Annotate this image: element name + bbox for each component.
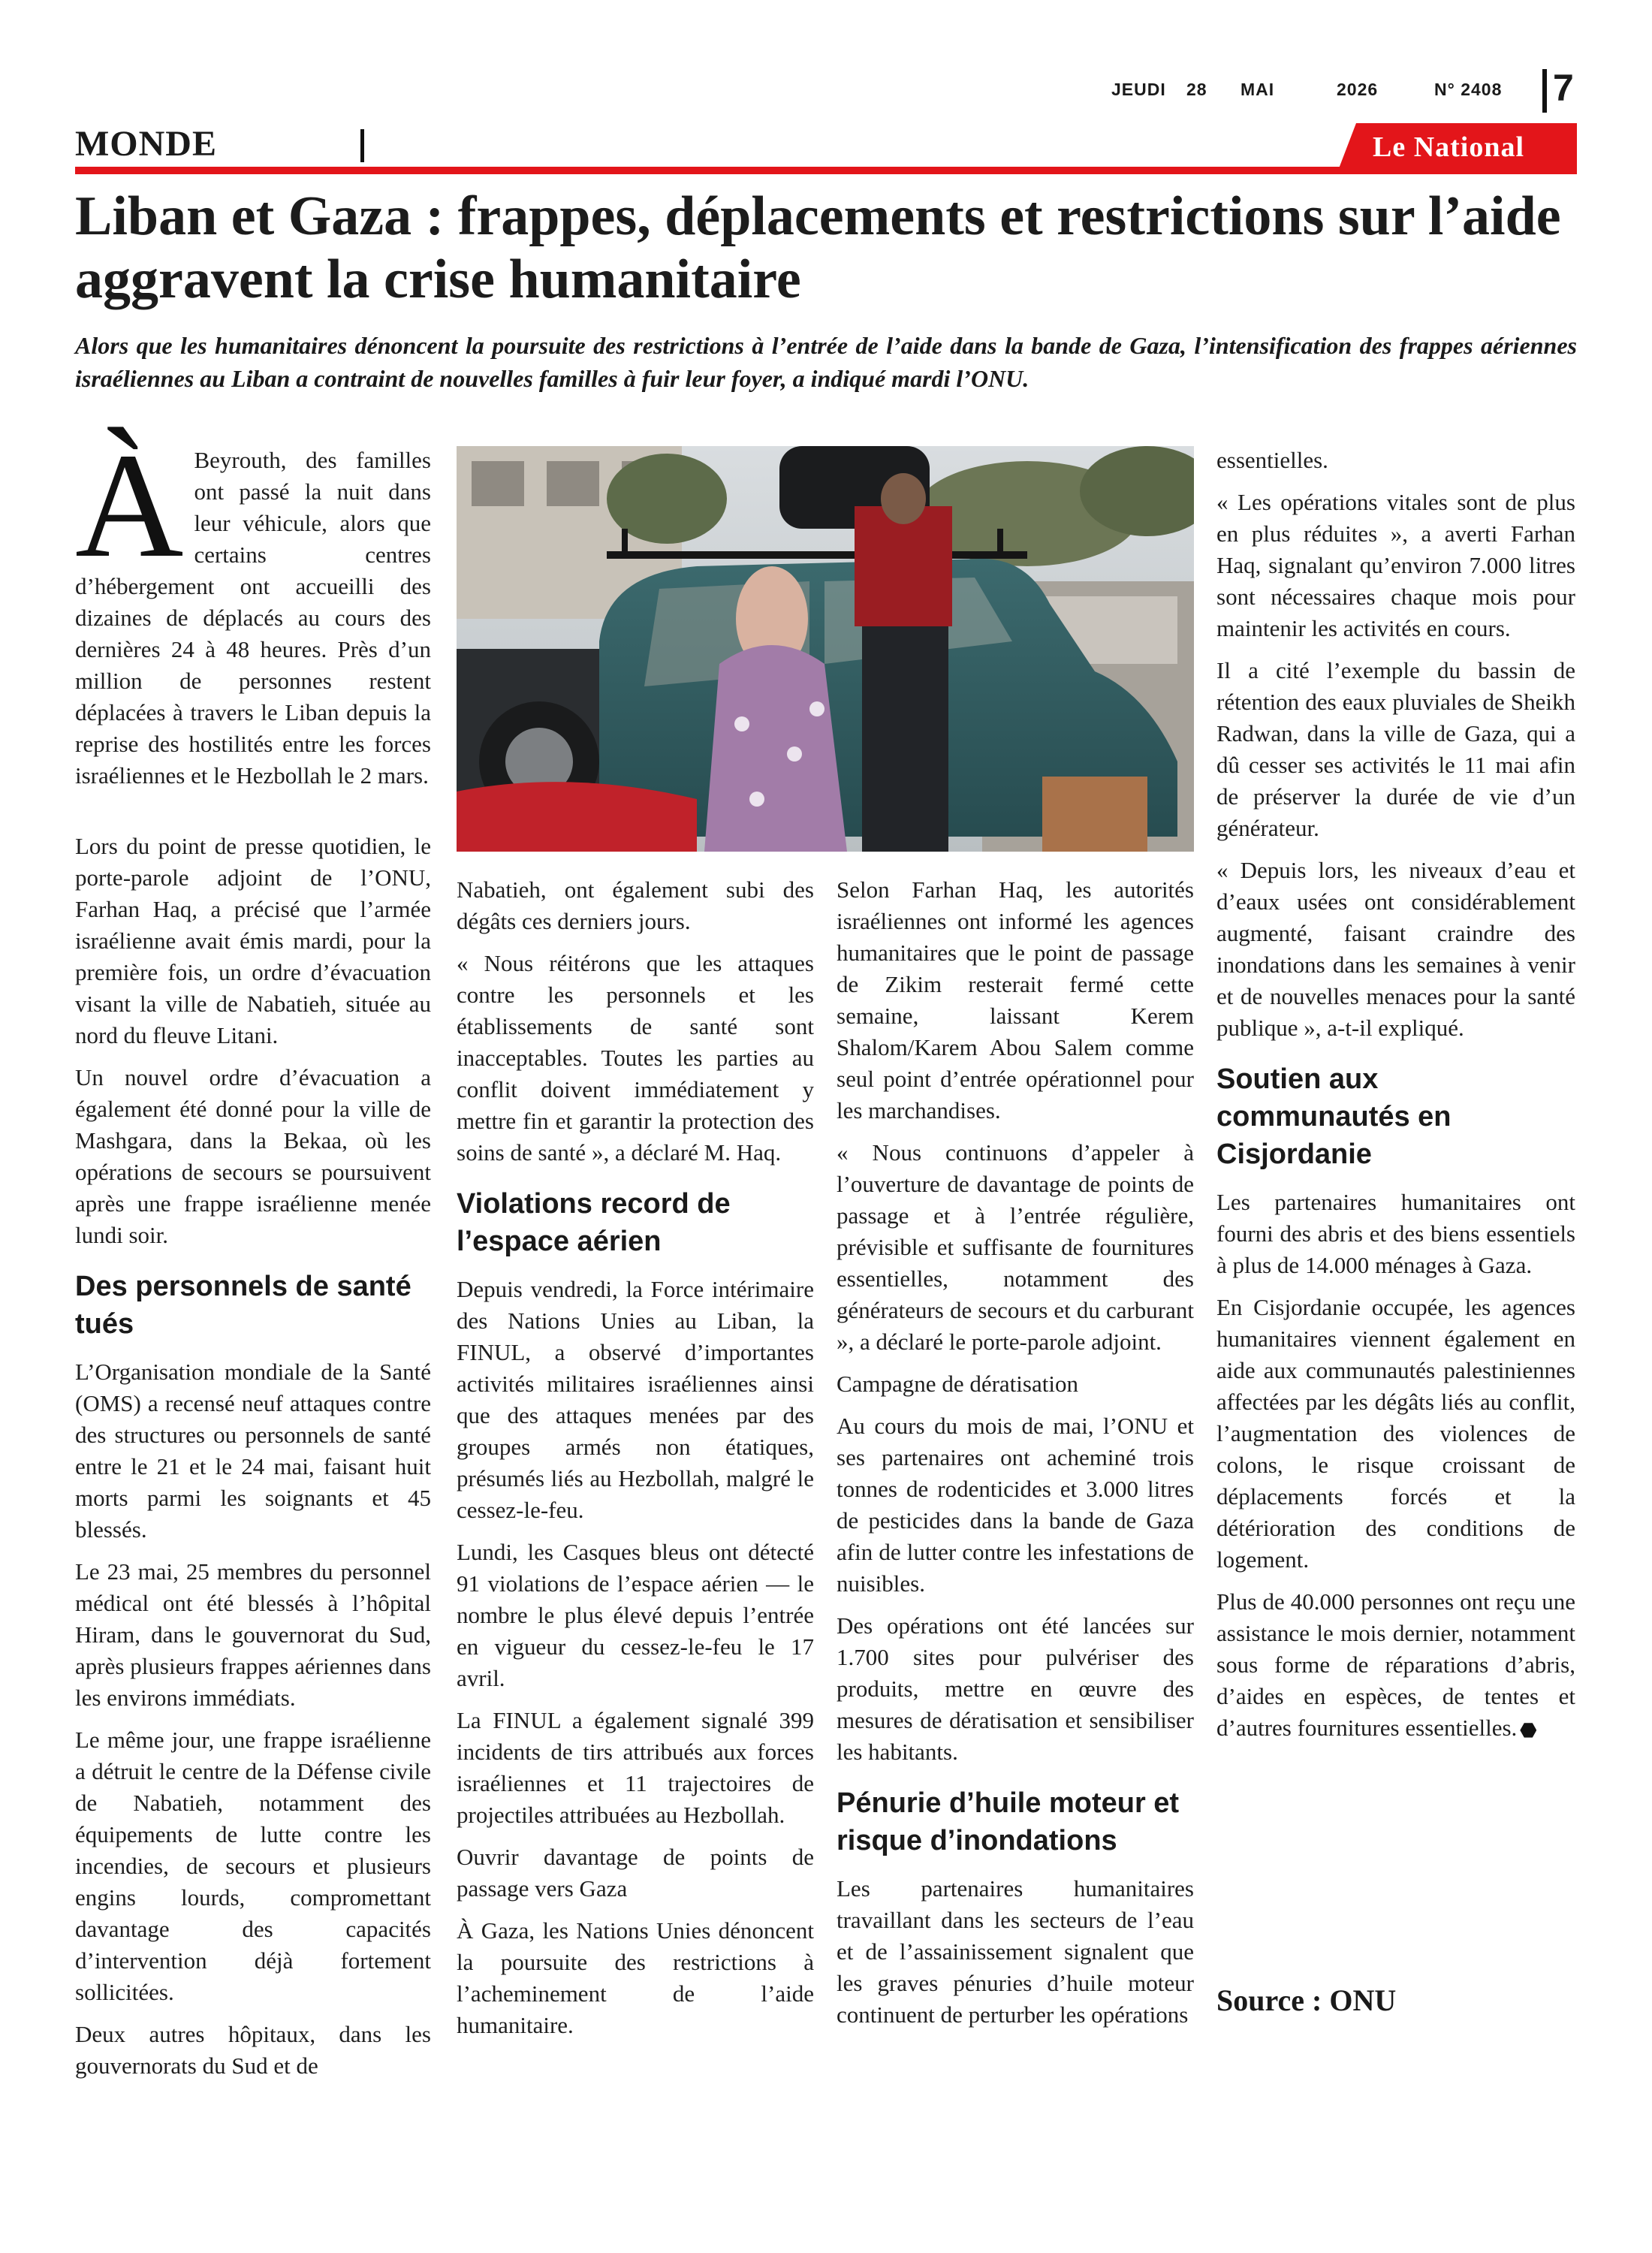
paragraph: essentielles. [1216,447,1328,473]
issue-number: N° 2408 [1434,80,1503,99]
paragraph: Un nouvel ordre d’évacuation a également été donné pour la ville de Mashgara, dans la Bekaa, où les opérations de secours se poursuivent après une frappe israélienne menée lundi soir. [75,1064,431,1248]
paragraph: Campagne de dératisation [837,1371,1078,1397]
subheading: Soutien aux communautés en Cisjordanie [1216,1063,1452,1170]
paragraph: « Nous continuons d’appeler à l’ouverture de davantage de points de passage et à l’entrée régulière, prévisible et suffisante de fournitures essentielles, notamment des générateurs de secours et du carburant », a déclaré le porte-parole adjoint. [837,1139,1194,1355]
paragraph: Les partenaires humanitaires ont fourni des abris et des biens essentiels à plus de 14.000 ménages à Gaza. [1216,1189,1575,1278]
article-column-1 [75,423,431,2092]
article-column-3 [837,874,1194,2041]
subheading: Violations record de l’espace aérien [457,1188,731,1257]
paragraph: Ouvrir davantage de points de passage vers Gaza [457,1844,814,1902]
paragraph: Le 23 mai, 25 membres du personnel médical ont été blessés à l’hôpital Hiram, dans le gouvernorat du Sud, après plusieurs frappes aériennes dans les environs immédiats. [75,1558,431,1711]
subheading: Pénurie d’huile moteur et risque d’inondations [837,1787,1180,1856]
paragraph: Nabatieh, ont également subi des dégâts ces derniers jours. [457,876,814,934]
article-source: Source : ONU [1216,1983,1397,2017]
brand-name: Le National [1373,131,1525,163]
paragraph: Plus de 40.000 personnes ont reçu une assistance le mois dernier, notamment sous forme de réparations d’abris, d’aides en espèces, de tentes et d’autres fournitures essentielles. [1216,1588,1575,1741]
paragraph: Le même jour, une frappe israélienne a détruit le centre de la Défense civile de Nabatieh, notamment des équipements de lutte contre les incendies, de secours et plusieurs engins lourds, compromettant davantage des capacités d’intervention déjà fortement sollicitées. [75,1727,431,2005]
paragraph: « Depuis lors, les niveaux d’eau et d’eaux usées ont considérablement augmenté, faisant craindre des inondations dans les semaines à venir et de nouvelles menaces pour la santé publique », a-t-il expliqué. [1216,857,1575,1041]
paragraph: Au cours du mois de mai, l’ONU et ses partenaires ont acheminé trois tonnes de rodenticides et 3.000 litres de pesticides dans la bande de Gaza afin de lutter contre les infestations de nuisibles. [837,1413,1194,1597]
paragraph: Lors du point de presse quotidien, le porte-parole adjoint de l’ONU, Farhan Haq, a précisé que l’armée israélienne avait émis mardi, pour la première fois, un ordre d’évacuation visant la ville de Nabatieh, située au nord du fleuve Litani. [75,833,431,1048]
date-month: MAI [1241,80,1275,99]
paragraph: Selon Farhan Haq, les autorités israéliennes ont informé les agences humanitaires que le point de passage de Zikim resterait fermé cette semaine, laissant Kerem Shalom/Karem Abou Salem comme seul point d’entrée opérationnel pour les marchandises. [837,876,1194,1123]
article-column-4 [1216,445,1575,1754]
article-lede: Alors que les humanitaires dénoncent la poursuite des restrictions à l’entrée de l’aide dans la bande de Gaza, l’intensification des frappes aériennes israéliennes au Liban a contraint de nouvelles familles à fuir leur foyer, a indiqué mardi l’ONU. [75,332,1577,392]
paragraph: Depuis vendredi, la Force intérimaire des Nations Unies au Liban, la FINUL, a observé d’importantes activités militaires israéliennes ainsi que des attaques menées par des groupes armés non étatiques, présumés liés au Hezbollah, malgré le cessez-le-feu. [457,1276,814,1523]
page-number: 7 [1553,67,1574,109]
date-weekday: JEUDI [1111,80,1166,99]
paragraph: « Les opérations vitales sont de plus en plus réduites », a averti Farhan Haq, signalant qu’environ 7.000 litres sont nécessaires chaque mois pour maintenir les activités en cours. [1216,489,1575,641]
section-divider [360,129,364,162]
date-year: 2026 [1337,80,1379,99]
section-label: MONDE [75,124,217,164]
article-column-2 [457,874,814,2052]
paragraph: Beyrouth, des familles ont passé la nuit dans leur véhicule, alors que certains centres d’hébergement ont accueilli des dizaines de déplacés au cours des dernières 24 à 48 heures. Près d’un million de personnes restent déplacées à travers le Liban depuis la reprise des hostilités entre les forces israéliennes et le Hezbollah le 2 mars. [75,447,431,789]
page-number-divider [1542,69,1547,113]
article-photo [457,446,1194,852]
paragraph: Deux autres hôpitaux, dans les gouvernorats du Sud et de [75,2021,431,2079]
drop-cap: À [75,423,184,589]
subheading: Des personnels de santé tués [75,1271,411,1340]
paragraph: À Gaza, les Nations Unies dénoncent la poursuite des restrictions à l’acheminement de l’aide humanitaire. [457,1917,814,2038]
paragraph: La FINUL a également signalé 399 incidents de tirs attribués aux forces israéliennes et 11 trajectoires de projectiles attribuées au Hezbollah. [457,1707,814,1828]
paragraph: L’Organisation mondiale de la Santé (OMS) a recensé neuf attaques contre des structures ou personnels de santé entre le 21 et le 24 mai, faisant huit morts parmi les soignants et 45 blessés. [75,1359,431,1543]
paragraph: Les partenaires humanitaires travaillant dans les secteurs de l’eau et de l’assainissement signalent que les graves pénuries d’huile moteur continuent de perturber les opérations [837,1875,1194,2028]
paragraph: Des opérations ont été lancées sur 1.700 sites pour pulvériser des produits, mettre en œuvre des mesures de dératisation et sensibiliser les habitants. [837,1612,1194,1765]
paragraph: « Nous réitérons que les attaques contre les personnels et les établissements de santé sont inacceptables. Toutes les parties au conflit doivent immédiatement y mettre fin et garantir la protection des soins de santé », a déclaré M. Haq. [457,950,814,1166]
paragraph: Lundi, les Casques bleus ont détecté 91 violations de l’espace aérien — le nombre le plus élevé depuis l’entrée en vigueur du cessez-le-feu le 17 avril. [457,1539,814,1691]
paragraph: En Cisjordanie occupée, les agences humanitaires viennent également en aide aux communautés palestiniennes affectées par les dégâts liés au conflit, l’augmentation des violences de colons, le risque croissant de déplacements forcés et la détérioration des conditions de logement. [1216,1294,1575,1573]
paragraph: Il a cité l’exemple du bassin de rétention des eaux pluviales de Sheikh Radwan, dans la ville de Gaza, qui a dû cesser ses activités le 11 mai afin de préserver la durée de vie d’un générateur. [1216,657,1575,841]
end-of-article-icon [1520,1722,1536,1739]
date-day: 28 [1186,80,1207,99]
article-headline: Liban et Gaza : frappes, déplacements et restrictions sur l’aide aggravent la crise humanitaire [75,185,1561,310]
